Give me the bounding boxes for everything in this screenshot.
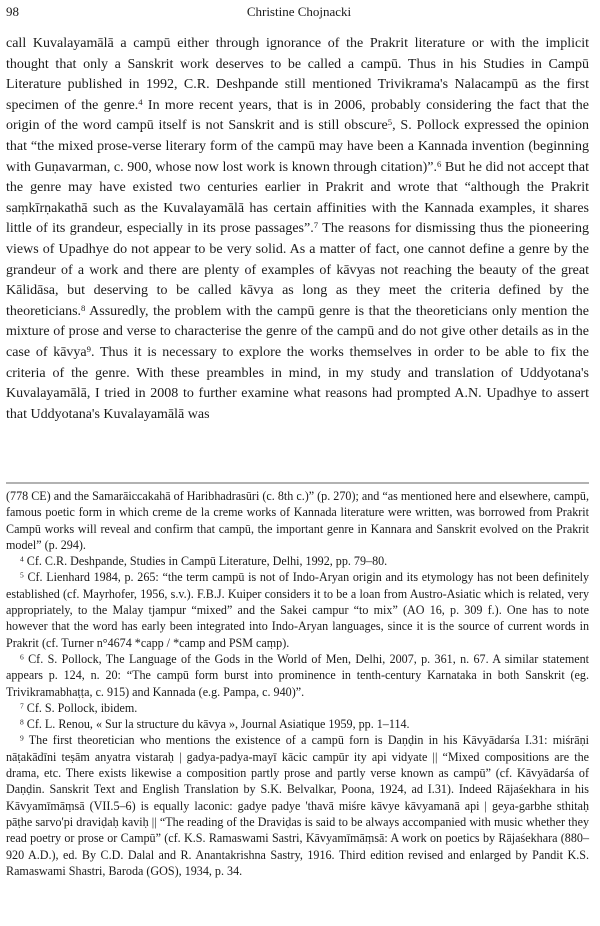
footnote-8 <box>6 716 589 732</box>
footnote-5 <box>6 569 589 650</box>
text-run: call Kuvalayamālā a campū either through ignorance of the Prakrit literature or with the implicit thought that only a Sanskrit work deserves to be called a campū. Thus in his Studies in Campū Literature published in 1992, C.R. Deshpande still mentioned Trivikrama's Nalacampū as the first specimen of the genre. <box>6 36 589 113</box>
footnote-text: The first theoretician who mentions the existence of a campū forn is Daṇḍin in his Kāvyādarśa I.31: miśrāṇi nāṭakādīni teṣām anyatra vistaraḥ | gadya-padya-mayī kācic campūr ity api vidyate || “Mixed compositions are the drama, etc. There exists likewise a composition partly prose and partly verse known as campū” (cf. Kāvyādarśa of Daṇḍin. Sanskrit Text and English Translation by S.K. Belvalkar, Poona, 1924, ad I.31). Indeed Rājaśekhara in his Kāvyamīmāṃsā (VII.5–6) is equally laconic: gadye padye 'thavā miśre kāvye kāvyamanā api | geya-garbhe sthitaḥ pāṭhe sarvo'pi draviḍaḥ kaviḥ || “The reading of the Draviḍas is said to be always accompanied with music whether they read poetry or prose or Campū” (cf. K.S. Ramaswami Sastri, Kāvyamīmāṃsā: A work on poetics by Rājaśekhara (880–920 A.D.), ed. By C.D. Dalal and R. Anantakrishna Sastry, 1916. Third edition revised and enlarged by Pandit K.S. Ramaswami Shastri, Baroda (GOS), 1934, p. 34. <box>6 733 589 878</box>
footnote-ref-8: 8 <box>81 302 86 313</box>
main-text <box>6 34 589 425</box>
running-head-author: Christine Chojnacki <box>246 4 352 19</box>
footnote-ref-4: 4 <box>138 96 143 107</box>
text-run: But he did not accept that the genre may have existed two centuries earlier in Prakrit and wrote that “although the Prakrit saṃkīrṇakathā such as the Kuvalayamālā has certain affinities with the Kannada examples, it shares little of its grandeur, especially in its prose passages”. <box>6 159 589 237</box>
footnote-text: Cf. C.R. Deshpande, Studies in Campū Literature, Delhi, 1992, pp. 79–80. <box>23 554 388 569</box>
footnote-number: 6 <box>20 652 24 662</box>
text-run: Assuredly, the problem with the campū genre is that the theoreticians only mention the mixture of prose and verse to characterise the genre of the campū and do not give other details as in the case of kāvya <box>6 303 589 360</box>
footnote-ref-9: 9 <box>86 344 91 355</box>
text-run: . Thus it is necessary to explore the works themselves in order to be able to fix the criteria of the genre. With these preambles in mind, in my study and translation of Uddyotana's Kuvalayamālā, I tried in 2008 to further examine what reasons had prompted A.N. Upadhye to assert that Uddyotana's Kuvalayamālā was <box>6 344 590 422</box>
footnote-ref-7: 7 <box>313 220 319 231</box>
footnote-9 <box>6 732 589 879</box>
text-run: The reasons for dismissing thus the pioneering views of Upadhye do not appear to be very solid. As a matter of fact, one cannot define a genre by the grandeur of a work and there are plenty of examples of kāvyas not reaching the beauty of the great Kālidāsa, but deserving to be called kāvya as long as they meet the criteria defined by the theoreticians. <box>6 221 590 319</box>
text-run: , S. Pollock expressed the opinion that “the mixed prose-verse literary form of the campū may have been a Kannada invention (beginning with Guṇavarman, c. 900, whose now lost work is known through citation)”. <box>6 118 589 175</box>
footnote-ref-6: 6 <box>436 158 442 169</box>
footnote-text: Cf. S. Pollock, The Language of the Gods in the World of Men, Delhi, 2007, p. 361, n. 67. A similar statement appears p. 124, n. 20: “The campū form burst into prominence in tenth-century Karnataka in both Sanskrit (eg. Trivikramabhaṭṭa, c. 915) and Kannada (e.g. Pampa, c. 940)”. <box>6 651 589 699</box>
footnotes <box>6 488 589 879</box>
footnote-ref-5: 5 <box>387 117 393 128</box>
footnote-separator <box>6 482 589 484</box>
footnote-6 <box>6 651 589 700</box>
footnote-text: Cf. L. Renou, « Sur la structure du kāvya », Journal Asiatique 1959, pp. 1–114. <box>23 717 410 732</box>
footnote-4 <box>6 553 589 569</box>
page-number: 98 <box>6 4 19 19</box>
footnote-text: Cf. Lienhard 1984, p. 265: “the term campū is not of Indo-Aryan origin and its etymology has not been definitely established (cf. Mayrhofer, 1956, s.v.). F.B.J. Kuiper considers it to be a loan from Austro-Asiatic which is related, very appropriately, to the Malay tjampur “mixed” and the Sakei campur “to mix” (AO 16, p. 309 f.). One has to note however that the word has early been integrated into Indo-Aryan languages, since it is the source of current words in Prakrit (cf. Turner n°4674 *capp / *camp and PSM caṃp). <box>6 570 589 650</box>
main-paragraph <box>6 34 589 425</box>
footnote-number: 7 <box>20 701 24 711</box>
text-run: In more recent years, that is in 2006, probably considering the fact that the origin of the word campū itself is not Sanskrit and is still obscure <box>6 97 589 134</box>
footnote-text: Cf. S. Pollock, ibidem. <box>23 700 138 715</box>
footnote-7 <box>6 700 589 716</box>
footnote-number: 4 <box>20 554 24 564</box>
footnote-number: 5 <box>20 571 24 581</box>
footnote-number: 9 <box>20 734 24 744</box>
footnote-continuation: (778 CE) and the Samarāiccakahā of Haribhadrasūri (c. 8th c.)” (p. 270); and “as mentioned here and elsewhere, campū, famous poetic form in which creme de la creme works of Kannada literature were written, was borrowed from Prakrit Campū works will reveal and confirm that campū, the important genre in Kannara and Sanskrit evolved on the Prakrit model” (p. 294). <box>6 489 589 552</box>
running-header <box>6 4 592 24</box>
footnote-number: 8 <box>20 717 24 727</box>
